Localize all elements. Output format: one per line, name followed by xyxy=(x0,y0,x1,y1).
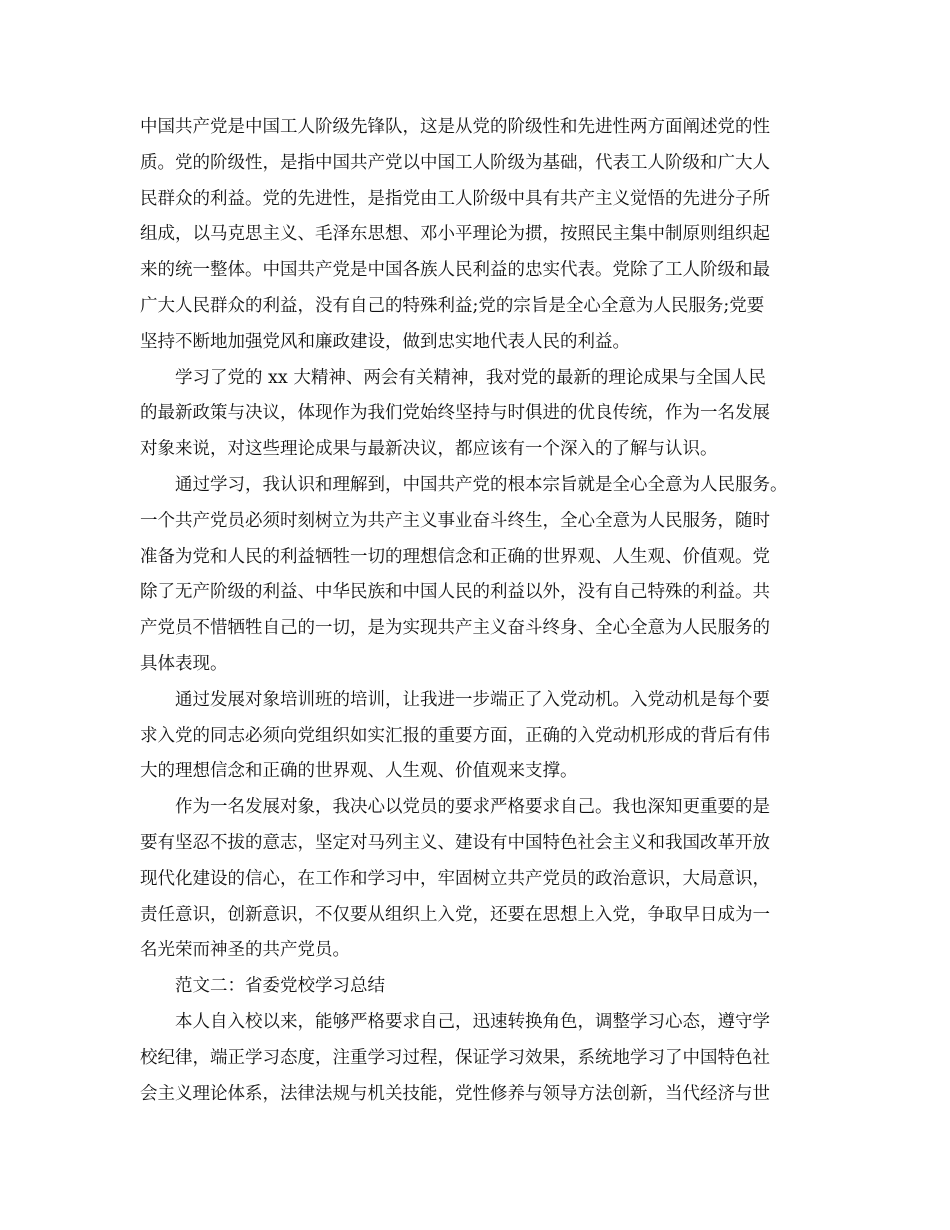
text-line: 中国共产党是中国工人阶级先锋队，这是从党的阶级性和先进性两方面阐述党的性 xyxy=(140,117,770,137)
paragraph xyxy=(140,683,812,790)
document-body xyxy=(140,110,812,1112)
text-line: 对象来说，对这些理论成果与最新决议，都应该有一个深入的了解与认识。 xyxy=(140,439,718,460)
paragraph xyxy=(140,468,812,683)
paragraph xyxy=(140,110,812,361)
text-line: 大的理想信念和正确的世界观、人生观、价值观来支撑。 xyxy=(140,761,578,782)
text-line: 会主义理论体系，法律法规与机关技能，党性修养与领导方法创新，当代经济与世 xyxy=(140,1083,770,1104)
text-line: 通过学习，我认识和理解到，中国共产党的根本宗旨就是全心全意为人民服务。 xyxy=(175,474,788,495)
text-line: 组成，以马克思主义、毛泽东思想、邓小平理论为掼，按照民主集中制原则组织起 xyxy=(140,224,770,245)
text-line: 通过发展对象培训班的培训，让我进一步端正了入党动机。入党动机是每个要 xyxy=(175,689,770,710)
text-line: 现代化建设的信心，在工作和学习中，牢固树立共产党员的政治意识，大局意识， xyxy=(140,868,770,889)
text-line: 责任意识，创新意识，不仅要从组织上入党，还要在思想上入党，争取早日成为一 xyxy=(140,904,770,925)
text-line: 一个共产党员必须时刻树立为共产主义事业奋斗终生，全心全意为人民服务，随时 xyxy=(140,510,770,531)
text-line: 求入党的同志必须向党组织如实汇报的重要方面，正确的入党动机形成的背后有伟 xyxy=(140,725,770,746)
paragraph xyxy=(140,1005,812,1112)
paragraph xyxy=(140,969,812,1005)
text-line: 本人自入校以来，能够严格要求自己，迅速转换角色，调整学习心态，遵守学 xyxy=(175,1011,770,1032)
text-line: 的最新政策与决议，体现作为我们党始终坚持与时俱进的优良传统，作为一名发展 xyxy=(140,403,770,424)
text-line: 学习了党的 xx 大精神、两会有关精神，我对党的最新的理论成果与全国人民 xyxy=(175,367,766,388)
text-line: 坚持不断地加强党风和廉政建设，做到忠实地代表人民的利益。 xyxy=(140,331,630,352)
text-line: 除了无产阶级的利益、中华民族和中国人民的利益以外，没有自己特殊的利益。共 xyxy=(140,582,770,603)
text-line: 广大人民群众的利益，没有自己的特殊利益;党的宗旨是全心全意为人民服务;党要 xyxy=(140,295,765,316)
paragraph xyxy=(140,361,812,468)
text-line: 名光荣而神圣的共产党员。 xyxy=(140,940,350,961)
text-line: 准备为党和人民的利益牺牲一切的理想信念和正确的世界观、人生观、价值观。党 xyxy=(140,546,770,567)
text-line: 范文二：省委党校学习总结 xyxy=(175,976,385,997)
text-line: 作为一名发展对象，我决心以党员的要求严格要求自己。我也深知更重要的是 xyxy=(175,797,770,818)
text-line: 质。党的阶级性，是指中国共产党以中国工人阶级为基础，代表工人阶级和广大人 xyxy=(140,152,770,173)
text-line: 来的统一整体。中国共产党是中国各族人民利益的忠实代表。党除了工人阶级和最 xyxy=(140,260,770,281)
text-line: 民群众的利益。党的先进性，是指党由工人阶级中具有共产主义觉悟的先进分子所 xyxy=(140,188,770,209)
text-line: 校纪律，端正学习态度，注重学习过程，保证学习效果，系统地学习了中国特色社 xyxy=(140,1047,770,1068)
text-line: 要有坚忍不拔的意志，坚定对马列主义、建设有中国特色社会主义和我国改革开放 xyxy=(140,832,770,853)
paragraph xyxy=(140,790,812,969)
text-line: 产党员不惜牺牲自己的一切，是为实现共产主义奋斗终身、全心全意为人民服务的 xyxy=(140,618,770,639)
text-line: 具体表现。 xyxy=(140,653,228,674)
